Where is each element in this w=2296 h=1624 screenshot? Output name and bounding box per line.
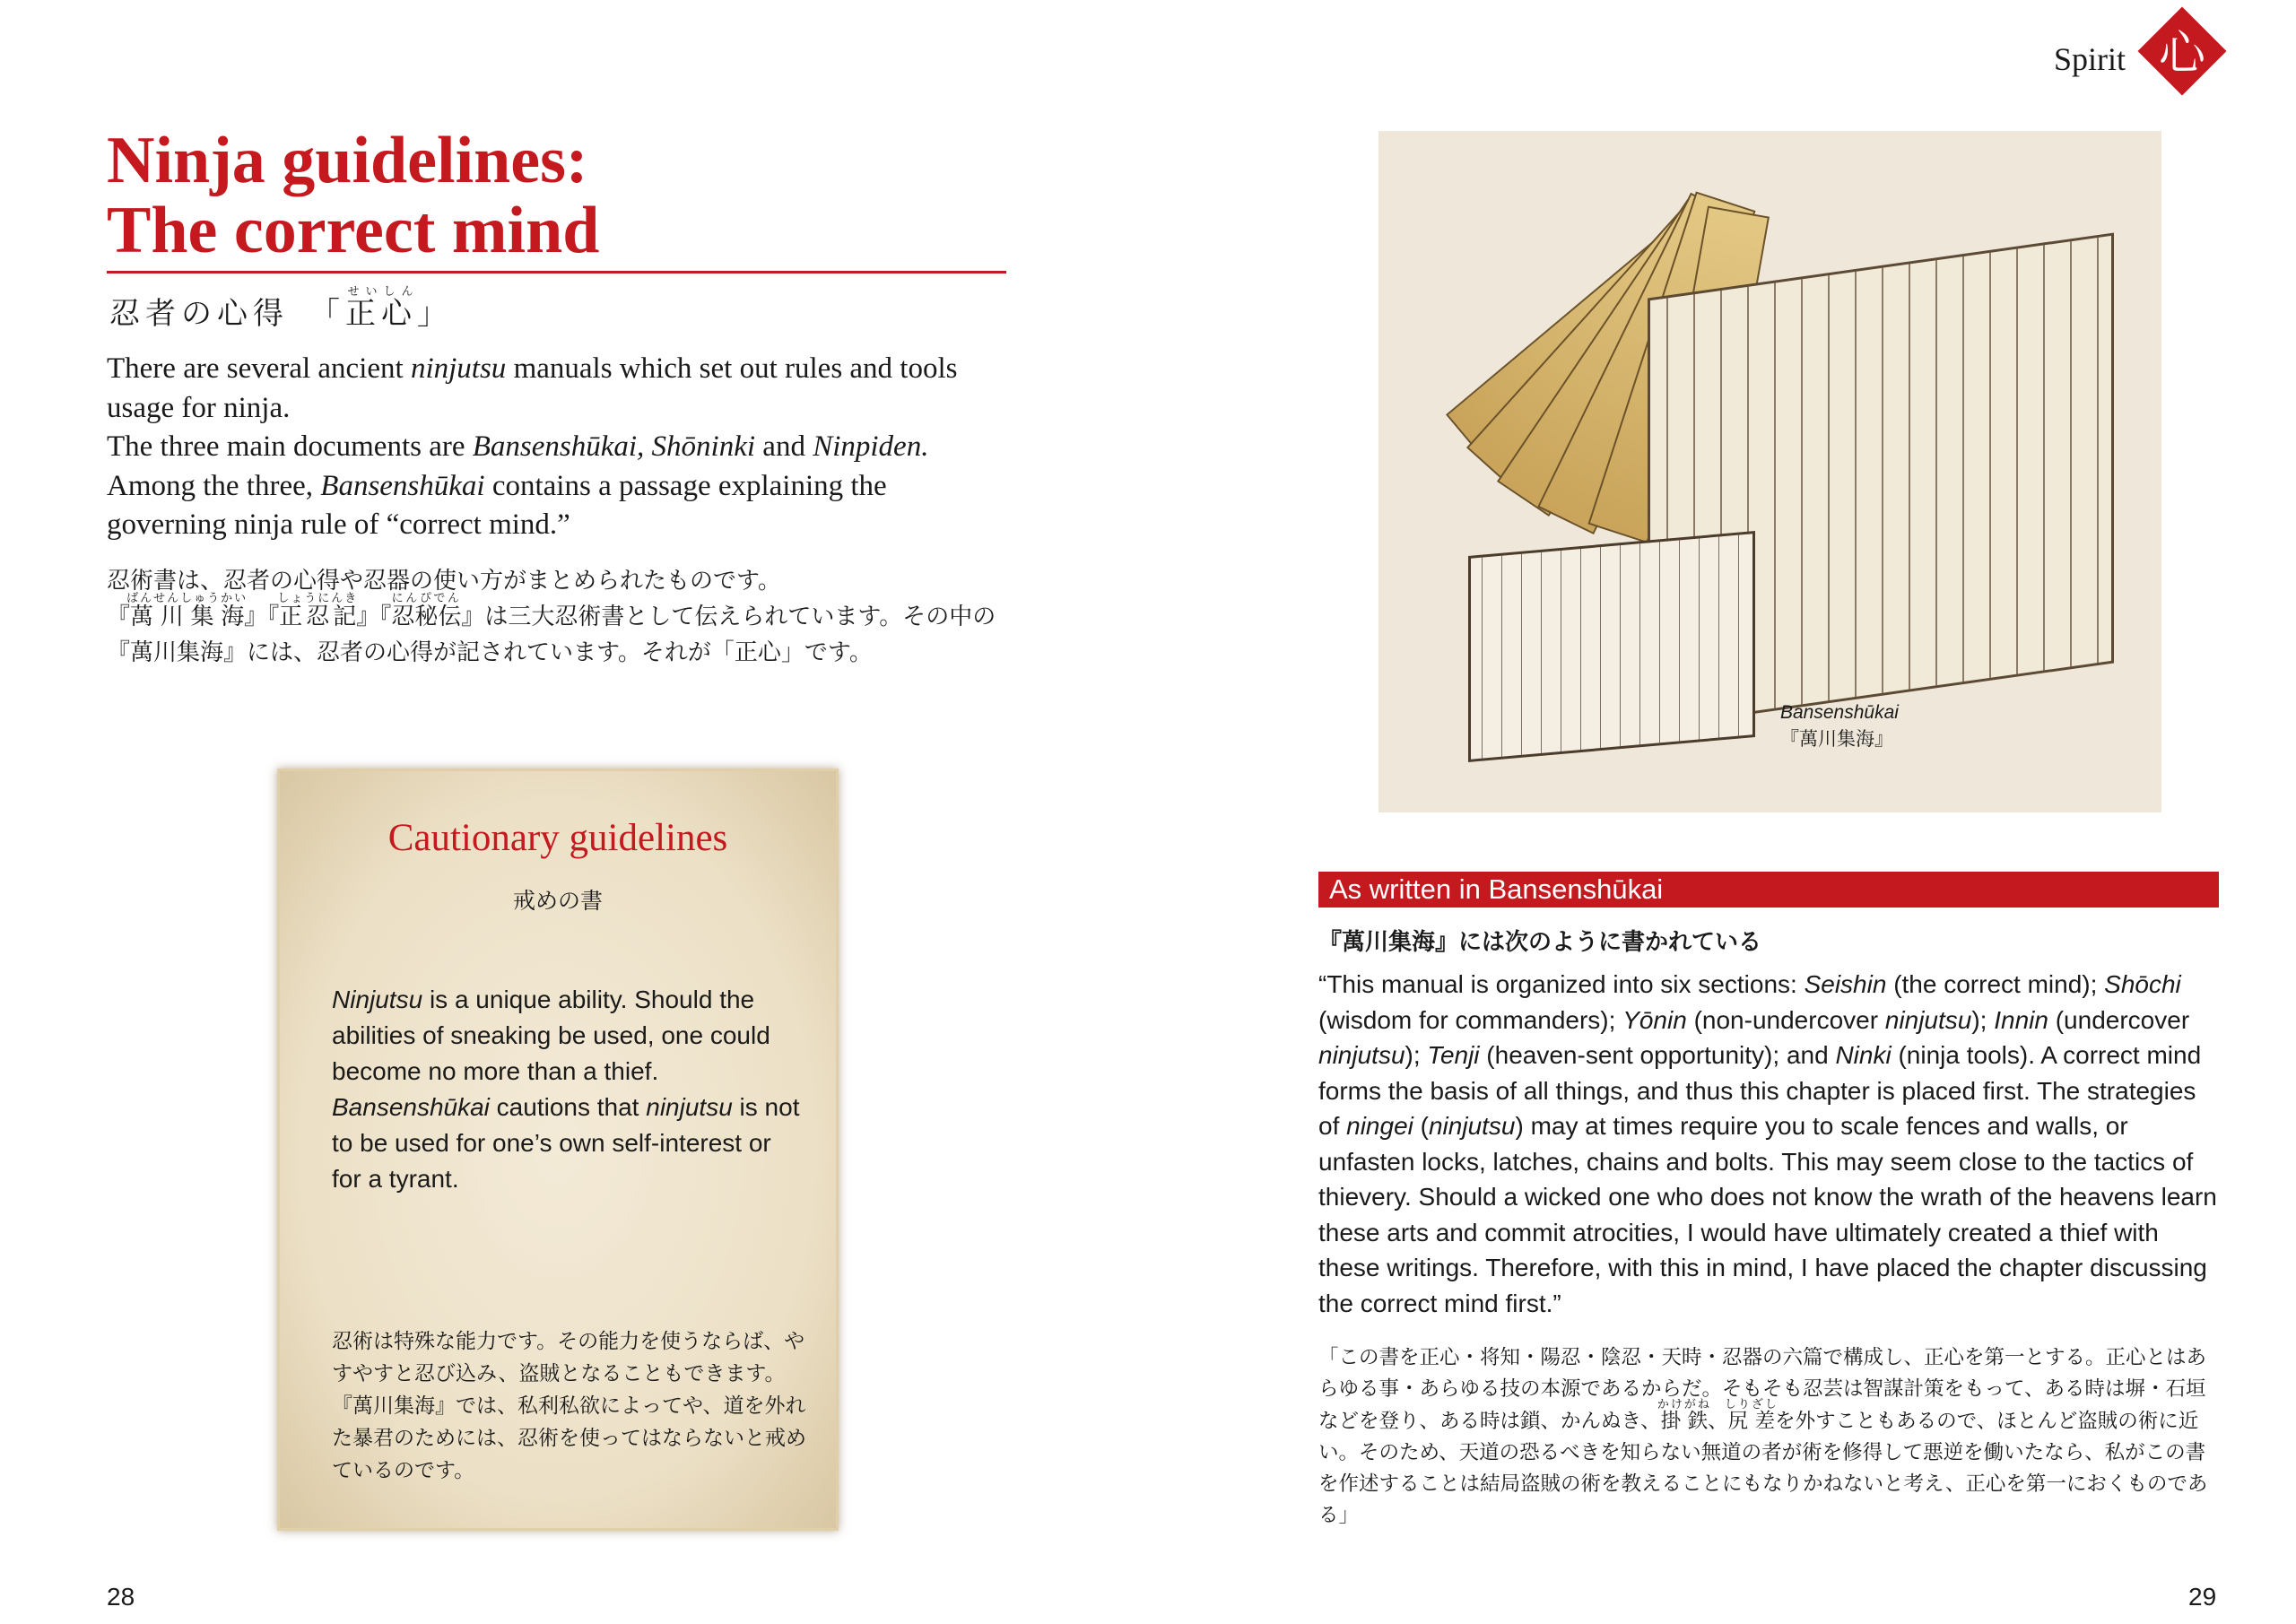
card-body-japanese: 忍術は特殊な能力です。その能力を使うならば、やすやすと忍び込み、盗賊となることもできます。『萬川集海』では、私利私欲によってや、道を外れた暴君のためには、忍術を使ってはならないと戒めているのです。 (332, 1330, 806, 1482)
quote-segment: ); (1971, 1005, 1995, 1034)
japanese-subtitle (109, 285, 453, 333)
section-heading-japanese: 『萬川集海』には次のように書かれている (1318, 929, 1762, 956)
bansenshukai-photo (1378, 131, 2161, 812)
quote-segment: (heaven-sent opportunity); and (1479, 1041, 1836, 1069)
title-line-1: Ninja guidelines: (107, 124, 588, 197)
quote-segment: ninjutsu (1884, 1005, 1972, 1034)
page-number-right: 29 (2188, 1583, 2217, 1611)
subtitle-bracket: 」 (417, 296, 453, 332)
intro-paragraph: There are several ancient ninjutsu manuals which set out rules and tools usage for ninja. The three main documents are Bansenshūkai, Shōninki and Ninpiden. Among the three, Bansenshūkai contains a passage explaining the governing ninja rule of “correct mind.” (107, 352, 958, 541)
quote-segment: (wisdom for commanders); (1318, 1005, 1623, 1034)
card-body: Ninjutsu is a unique ability. Should the abilities of sneaking be used, one could become no more than a thief. Bansenshūkai cautions that ninjutsu is not to be used for one’s own self-interest or for a tyrant. (332, 986, 800, 1193)
quote-segment: Shōchi (2104, 970, 2181, 998)
quote-segment: ninjutsu (1318, 1041, 1405, 1069)
card-title: Cautionary guidelines (387, 817, 728, 859)
page-number-left: 28 (107, 1583, 135, 1611)
intro-paragraph-japanese: 忍術書は、忍者の心得や忍器の使い方がまとめられたものです。 『萬川集海ばんせんしゅうかい』『正忍記しょうにんき』『忍秘伝にんぴでん』は三大忍術書として伝えられています。その中の『萬川集海』には、忍者の心得が記されています。それが「正心」です。 (107, 568, 996, 666)
bansenshukai-quote-japanese: 「この書を正心・将知・陽忍・陰忍・天時・忍器の六篇で構成し、正心を第一とする。正心とはあらゆる事・あらゆる技の本源であるからだ。そもそも忍芸は智謀計策をもって、ある時は塀・石垣などを登り、ある時は鎖、かんぬき、掛鉄かけがね、尻差しりざしを外すこともあるので、ほとんど盗賊の術に近い。そのため、天道の恐るべきを知らない無道の者が術を修得して悪逆を働いたなら、私がこの書を作述することは結局盗賊の術を教えることにもなりかねないと考え、正心を第一におくものである」 (1318, 1346, 2208, 1527)
quote-segment: ningei (1346, 1112, 1413, 1140)
photo-caption: Bansenshūkai 『萬川集海』 (1780, 702, 1899, 750)
furigana: せいしん (345, 285, 417, 299)
quote-segment: ninjutsu (1428, 1112, 1516, 1140)
subtitle-text: 忍者の心得 「 (109, 296, 345, 332)
quote-segment: (non-undercover (1686, 1005, 1885, 1034)
kokoro-emblem-glyph: 心 (2158, 27, 2205, 81)
title-line-2: The correct mind (107, 194, 600, 267)
card-subtitle: 戒めの書 (512, 888, 603, 914)
quote-segment: Ninki (1835, 1041, 1892, 1069)
quote-segment: Seishin (1804, 970, 1887, 998)
quote-segment: ) may at times require you to scale fences and walls, or unfasten locks, latches, chains and bolts. This may seem close to the tactics of thievery. Should a wicked one who does not know the wrath of the heavens learn these arts and commit atrocities, I would have ultimately created a thief with these writings. Therefore, with this in mind, I have placed the chapter discussing the correct mind first.” (1318, 1112, 2217, 1317)
cautionary-guidelines-card (277, 769, 839, 1531)
quote-segment: ); (1405, 1041, 1428, 1069)
quote-segment: (the correct mind); (1886, 970, 2105, 998)
title-divider (107, 271, 1006, 274)
quote-segment: Tenji (1427, 1041, 1480, 1069)
quote-segment: (undercover (2048, 1005, 2190, 1034)
quote-segment: (ninja tools). A correct mind forms the basis of all things, and thus this chapter is placed first. The strategies of (1318, 1041, 2202, 1140)
quote-segment: “This manual is organized into six sections: (1318, 970, 1805, 998)
section-heading-bar: As written in Bansenshūkai (1318, 872, 2219, 908)
section-label: Spirit (2054, 41, 2126, 77)
quote-segment: ( (1413, 1112, 1429, 1140)
quote-segment: Yōnin (1622, 1005, 1687, 1034)
quote-segment: Innin (1994, 1005, 2048, 1034)
page-title (107, 126, 599, 265)
bansenshukai-quote (1318, 967, 2222, 1321)
subtitle-kanji: 正心 (345, 296, 417, 332)
